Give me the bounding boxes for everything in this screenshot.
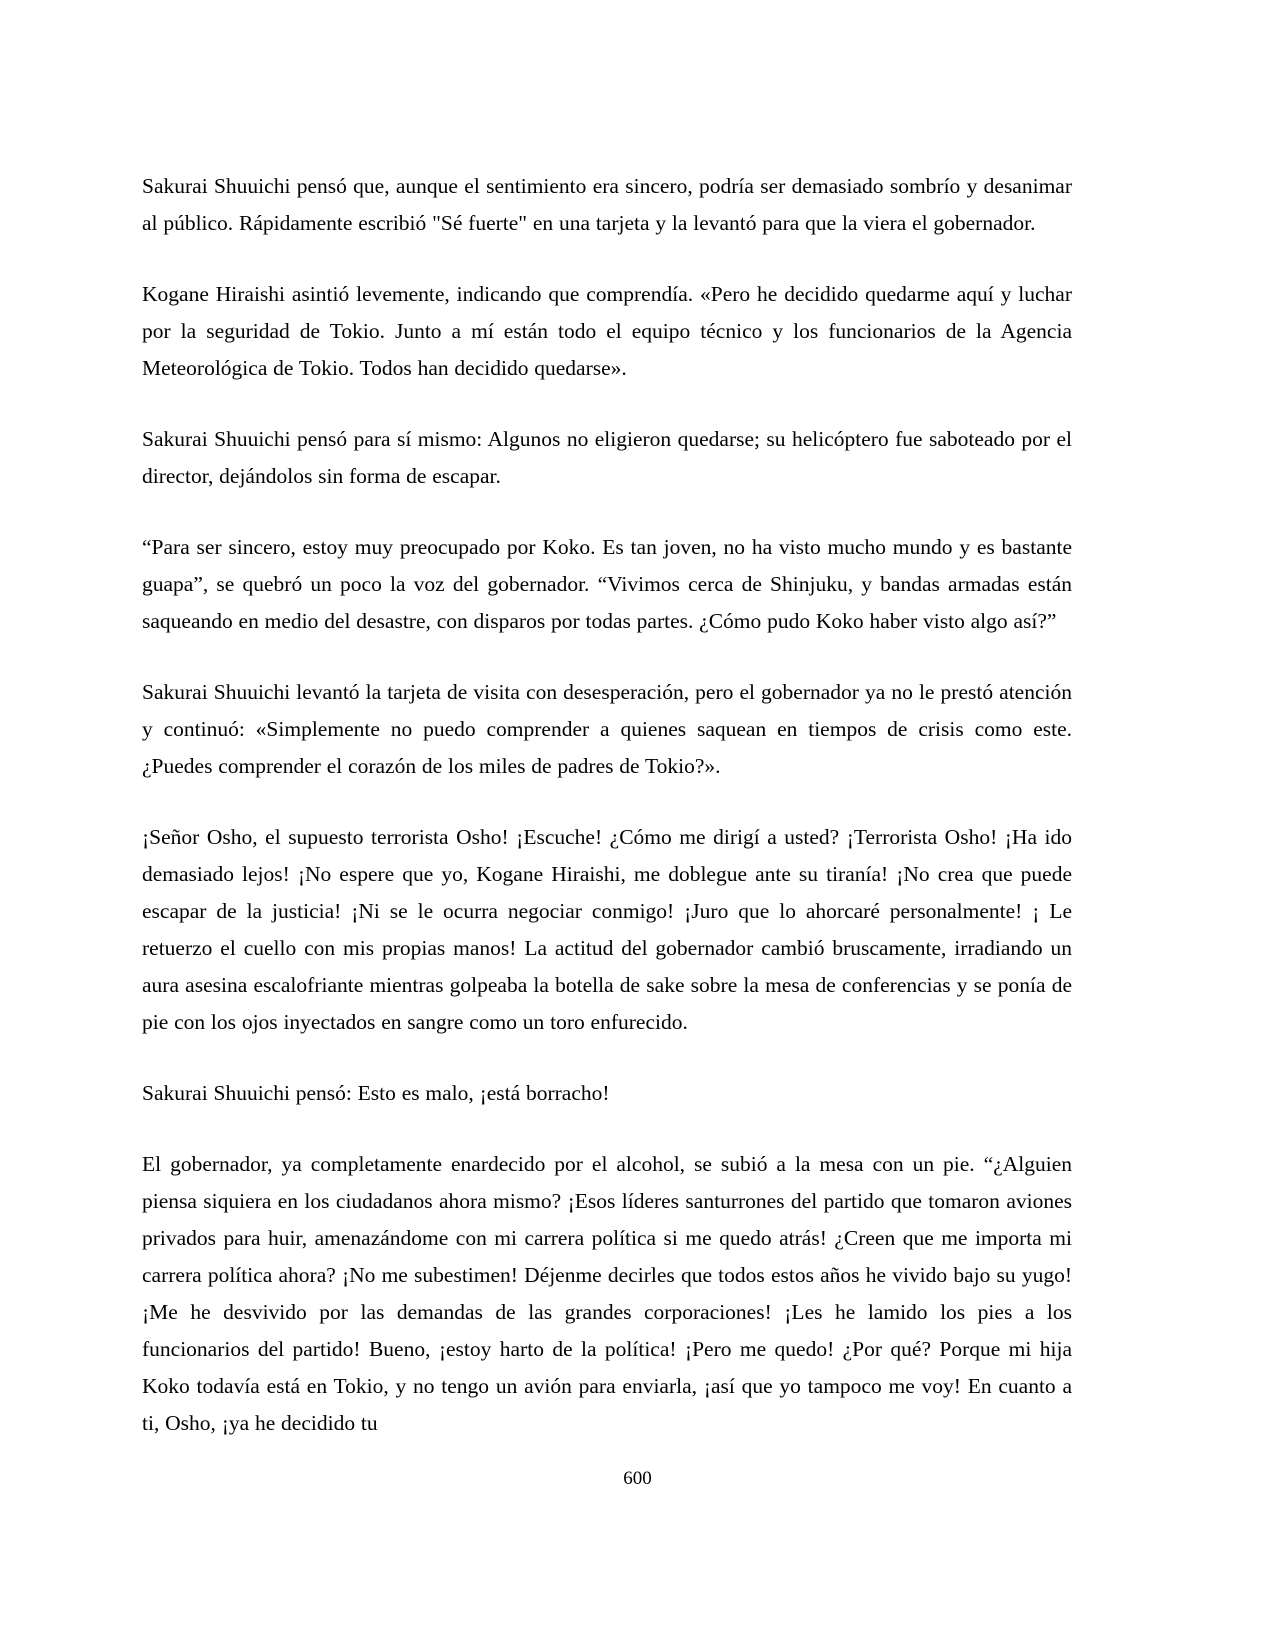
paragraph: “Para ser sincero, estoy muy preocupado por Koko. Es tan joven, no ha visto mucho mundo y es bastante guapa”, se quebró un poco la voz del gobernador. “Vivimos cerca de Shinjuku, y bandas armadas están saqueando en medio del desastre, con disparos por todas partes. ¿Cómo pudo Koko haber visto algo así?” — [142, 535, 1072, 633]
page-body — [142, 168, 1072, 1442]
paragraph: Sakurai Shuuichi pensó que, aunque el sentimiento era sincero, podría ser demasiado sombrío y desanimar al público. Rápidamente escribió "Sé fuerte" en una tarjeta y la levantó para que la viera el gobernador. — [142, 174, 1072, 235]
paragraph: Sakurai Shuuichi levantó la tarjeta de visita con desesperación, pero el gobernador ya no le prestó atención y continuó: «Simplemente no puedo comprender a quienes saquean en tiempos de crisis como este. ¿Puedes comprender el corazón de los miles de padres de Tokio?». — [142, 680, 1072, 778]
paragraph: El gobernador, ya completamente enardecido por el alcohol, se subió a la mesa con un pie. “¿Alguien piensa siquiera en los ciudadanos ahora mismo? ¡Esos líderes santurrones del partido que tomaron aviones privados para huir, amenazándome con mi carrera política si me quedo atrás! ¿Creen que me importa mi carrera política ahora? ¡No me subestimen! Déjenme decirles que todos estos años he vivido bajo su yugo! ¡Me he desvivido por las demandas de las grandes corporaciones! ¡Les he lamido los pies a los funcionarios del partido! Bueno, ¡estoy harto de la política! ¡Pero me quedo! ¿Por qué? Porque mi hija Koko todavía está en Tokio, y no tengo un avión para enviarla, ¡así que yo tampoco me voy! En cuanto a ti, Osho, ¡ya he decidido tu — [142, 1152, 1072, 1435]
paragraph: Sakurai Shuuichi pensó para sí mismo: Algunos no eligieron quedarse; su helicóptero fue saboteado por el director, dejándolos sin forma de escapar. — [142, 427, 1072, 488]
paragraph: Kogane Hiraishi asintió levemente, indicando que comprendía. «Pero he decidido quedarme aquí y luchar por la seguridad de Tokio. Junto a mí están todo el equipo técnico y los funcionarios de la Agencia Meteorológica de Tokio. Todos han decidido quedarse». — [142, 282, 1072, 380]
paragraph: ¡Señor Osho, el supuesto terrorista Osho! ¡Escuche! ¿Cómo me dirigí a usted? ¡Terrorista Osho! ¡Ha ido demasiado lejos! ¡No espere que yo, Kogane Hiraishi, me doblegue ante su tiranía! ¡No crea que puede escapar de la justicia! ¡Ni se le ocurra negociar conmigo! ¡Juro que lo ahorcaré personalmente! ¡ Le retuerzo el cuello con mis propias manos! La actitud del gobernador cambió bruscamente, irradiando un aura asesina escalofriante mientras golpeaba la botella de sake sobre la mesa de conferencias y se ponía de pie con los ojos inyectados en sangre como un toro enfurecido. — [142, 825, 1072, 1034]
page-number: 600 — [623, 1468, 652, 1489]
paragraph: Sakurai Shuuichi pensó: Esto es malo, ¡está borracho! — [142, 1081, 610, 1105]
